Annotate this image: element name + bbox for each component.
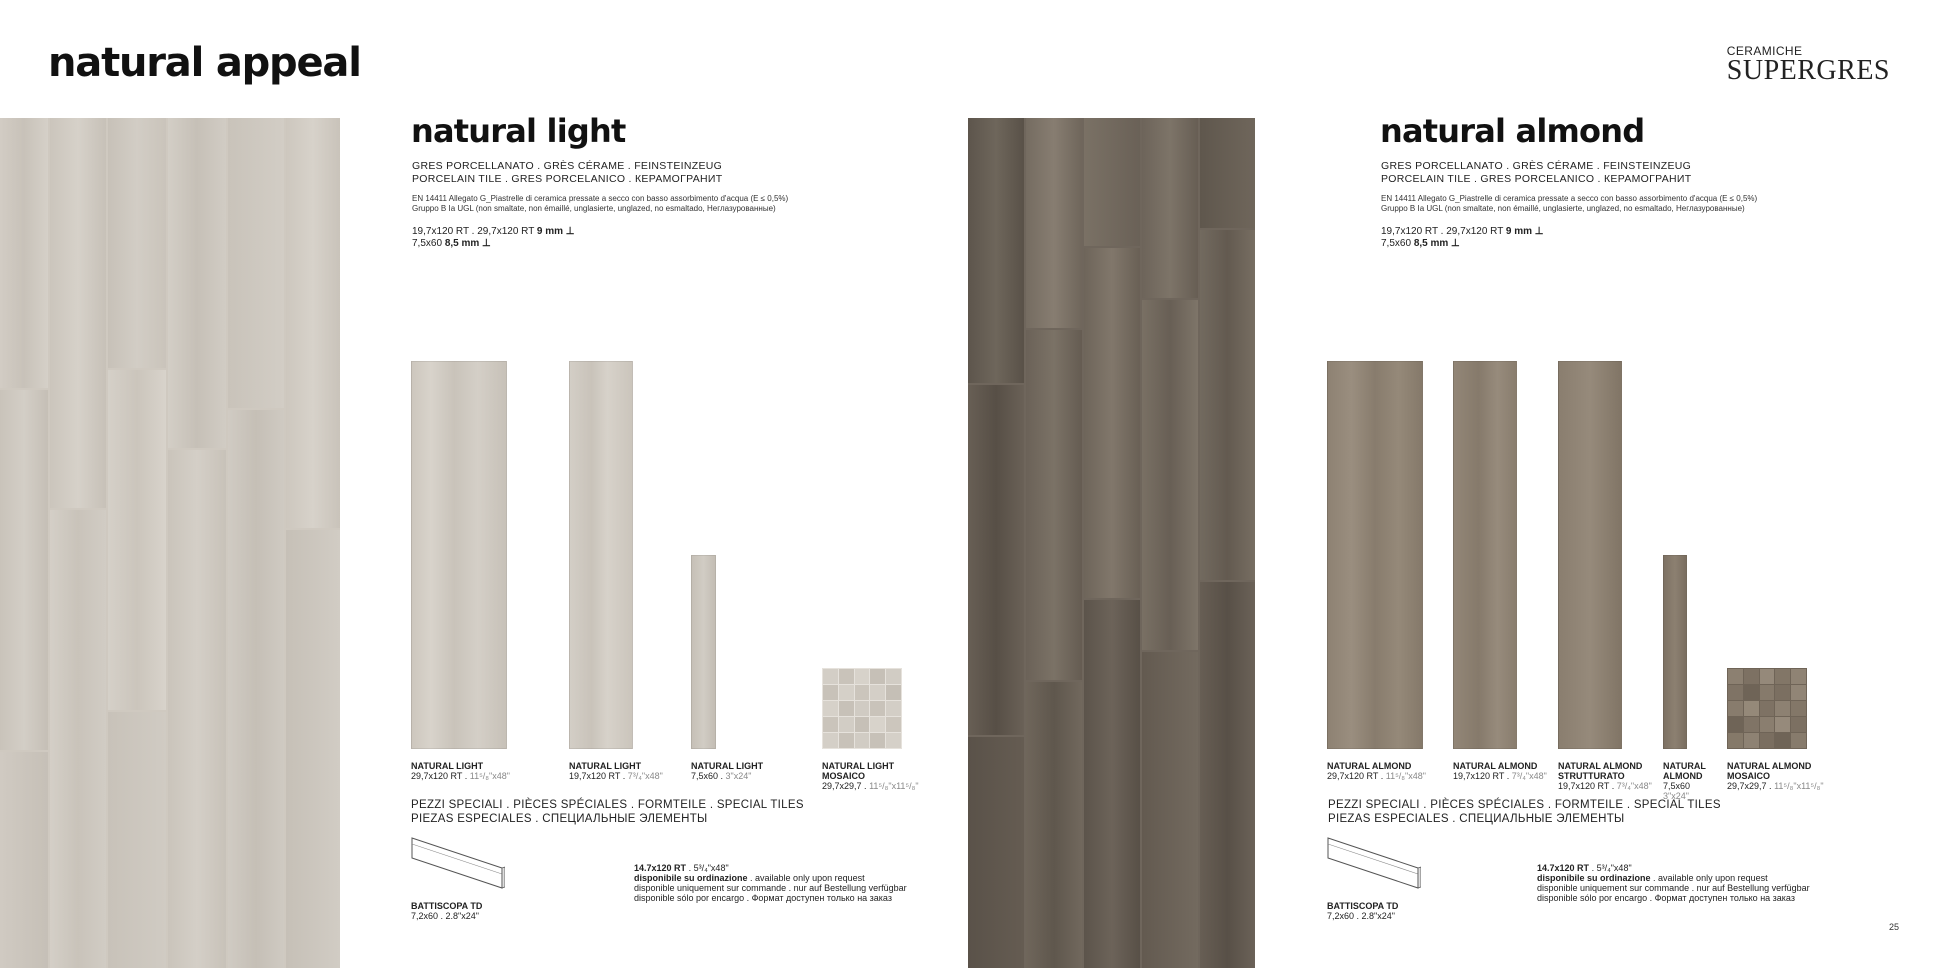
- natural-almond-skirting-label: BATTISCOPA TD 7,2x60 . 2.8"x24": [1327, 901, 1399, 921]
- norm-line-1: EN 14411 Allegato G_Piastrelle di ceramica pressate a secco con basso assorbimento d'acqua (E ≤ 0,5%): [1381, 194, 1758, 203]
- label-natural-light-1: NATURAL LIGHT 29,7x120 RT . 11⁵/₈"x48": [411, 761, 510, 781]
- natural-light-floor-photo: [0, 118, 340, 968]
- norm-line-2: Gruppo B Ia UGL (non smaltate, non émaillé, unglasierte, unglazed, no esmaltado, Неглазурованные): [1381, 204, 1745, 213]
- brand-top: CERAMICHE: [1726, 44, 1803, 58]
- sizes-line-1: 19,7x120 RT . 29,7x120 RT: [412, 226, 535, 237]
- natural-light-title: natural light: [411, 112, 626, 150]
- thickness-1: 9 mm ⊥: [536, 226, 575, 237]
- brand-main: SUPERGRES: [1726, 55, 1890, 86]
- label-natural-almond-5: NATURAL ALMOND MOSAICO 29,7x29,7 . 11⁵/₈"x11⁵/₈": [1727, 761, 1824, 791]
- tile-natural-light-29x120: [411, 361, 507, 749]
- material-line-1: GRES PORCELLANATO . GRÈS CÉRAME . FEINSTEINZEUG: [1381, 160, 1692, 172]
- natural-almond-norm: [1381, 194, 1757, 214]
- natural-almond-special-tiles-heading: PEZZI SPECIALI . PIÈCES SPÉCIALES . FORMTEILE . SPECIAL TILES PIEZAS ESPECIALES . СПЕЦИАЛЬНЫЕ ЭЛЕМЕНТЫ: [1328, 799, 1721, 825]
- sizes-line-2: 7,5x60: [1381, 238, 1412, 249]
- natural-almond-sizes: [1381, 226, 1544, 250]
- natural-light-special-tiles-heading: PEZZI SPECIALI . PIÈCES SPÉCIALES . FORMTEILE . SPECIAL TILES PIEZAS ESPECIALES . СПЕЦИАЛЬНЫЕ ЭЛЕМЕНТЫ: [411, 799, 804, 825]
- natural-light-sizes: [412, 226, 575, 250]
- page-number: 25: [1888, 922, 1899, 932]
- norm-line-1: EN 14411 Allegato G_Piastrelle di ceramica pressate a secco con basso assorbimento d'acqua (E ≤ 0,5%): [412, 194, 789, 203]
- material-line-2: PORCELAIN TILE . GRES PORCELANICO . КЕРАМОГРАНИТ: [1381, 173, 1692, 185]
- tile-natural-almond-29x120: [1327, 361, 1423, 749]
- natural-almond-floor-photo: [968, 118, 1255, 968]
- norm-line-2: Gruppo B Ia UGL (non smaltate, non émaillé, unglasierte, unglazed, no esmaltado, Неглазурованные): [412, 204, 776, 213]
- natural-light-order-note: 14.7x120 RT . 5³/₄"x48" disponibile su ordinazione . available only upon request disponible uniquement sur commande . nur auf Bestellung verfügbar disponible sólo por encargo . Формат доступен только на заказ: [634, 863, 907, 903]
- tile-natural-almond-mosaic: [1727, 668, 1807, 749]
- thickness-1: 9 mm ⊥: [1505, 226, 1544, 237]
- material-line-1: GRES PORCELLANATO . GRÈS CÉRAME . FEINSTEINZEUG: [412, 160, 723, 172]
- label-natural-almond-4: NATURAL ALMOND 7,5x60 3"x24": [1663, 761, 1706, 801]
- sizes-line-1: 19,7x120 RT . 29,7x120 RT: [1381, 226, 1504, 237]
- label-natural-light-4: NATURAL LIGHT MOSAICO 29,7x29,7 . 11⁵/₈"x11⁵/₈": [822, 761, 919, 791]
- natural-light-material: [412, 160, 722, 186]
- thickness-2: 8,5 mm ⊥: [444, 238, 491, 249]
- tile-natural-almond-strutturato: [1558, 361, 1622, 749]
- natural-light-skirting-label: BATTISCOPA TD 7,2x60 . 2.8"x24": [411, 901, 483, 921]
- skirting-icon: [1326, 836, 1421, 891]
- natural-light-norm: [412, 194, 788, 214]
- thickness-2: 8,5 mm ⊥: [1413, 238, 1460, 249]
- tile-natural-light-19x120: [569, 361, 633, 749]
- tile-natural-almond-7x60: [1663, 555, 1687, 749]
- label-natural-almond-2: NATURAL ALMOND 19,7x120 RT . 7³/₄"x48": [1453, 761, 1547, 781]
- label-natural-light-2: NATURAL LIGHT 19,7x120 RT . 7³/₄"x48": [569, 761, 663, 781]
- tile-natural-light-7x60: [691, 555, 716, 749]
- natural-almond-title: natural almond: [1380, 112, 1645, 150]
- label-natural-almond-1: NATURAL ALMOND 29,7x120 RT . 11⁵/₈"x48": [1327, 761, 1426, 781]
- brand-logo: [1727, 44, 1890, 84]
- tile-natural-light-mosaic: [822, 668, 902, 749]
- label-natural-light-3: NATURAL LIGHT 7,5x60 . 3"x24": [691, 761, 764, 781]
- natural-almond-material: [1381, 160, 1691, 186]
- material-line-2: PORCELAIN TILE . GRES PORCELANICO . КЕРАМОГРАНИТ: [412, 173, 723, 185]
- sizes-line-2: 7,5x60: [412, 238, 443, 249]
- natural-almond-order-note: 14.7x120 RT . 5³/₄"x48" disponibile su ordinazione . available only upon request disponible uniquement sur commande . nur auf Bestellung verfügbar disponible sólo por encargo . Формат доступен только на заказ: [1537, 863, 1810, 903]
- label-natural-almond-3: NATURAL ALMOND STRUTTURATO 19,7x120 RT . 7³/₄"x48": [1558, 761, 1652, 791]
- skirting-icon: [410, 836, 505, 891]
- page-title: natural appeal: [48, 40, 361, 86]
- tile-natural-almond-19x120: [1453, 361, 1517, 749]
